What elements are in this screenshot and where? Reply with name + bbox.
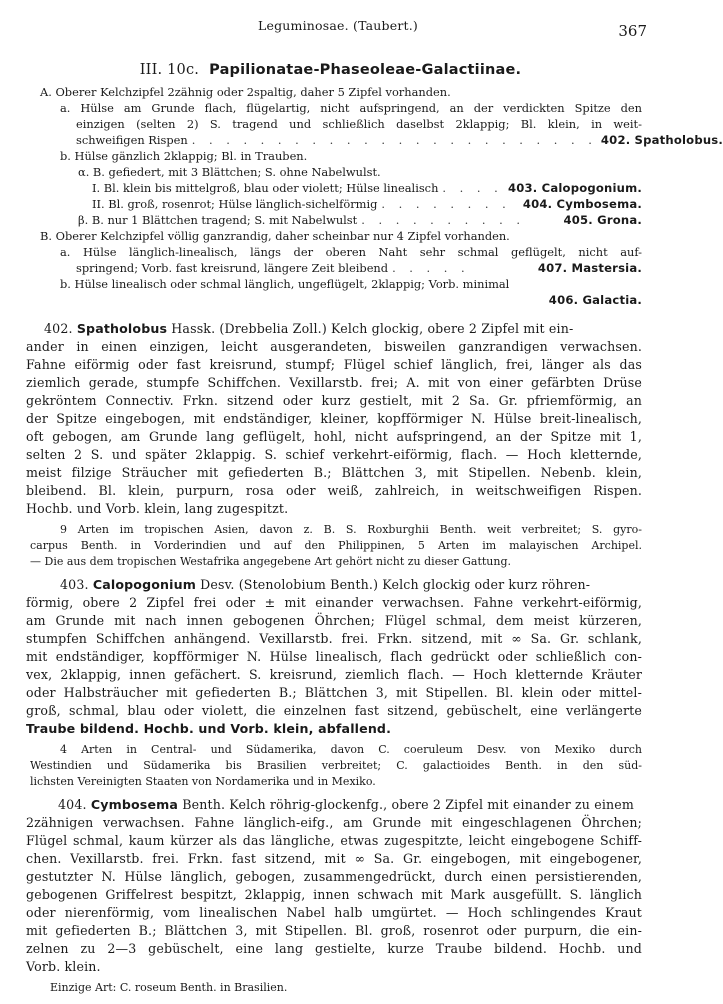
key-line: α. B. gefiedert, mit 3 Blättchen; S. ohne Nabelwulst. [78, 165, 381, 179]
genus-403-line: vex, 2klappig, innen gefächert. S. kreisrund, ziemlich flach. — Hoch kletternde Kräuter [26, 667, 642, 682]
genus-name: Cymbosema [90, 797, 179, 812]
genus-403-line: stumpfen Schiffchen anhängend. Vexillarstb. frei. Frkn. sitzend, mit ∞ Sa. Gr. schlank, [26, 631, 642, 646]
key-line: b. Hülse linealisch oder schmal länglich, ungeflügelt, 2klappig; Vorb. minimal [60, 277, 510, 291]
running-title: Leguminosae. (Taubert.) [258, 18, 418, 33]
genus-404-line: oder nierenförmig, vom linealischen Nabel halb umgürtet. — Hoch schlingendes Kraut [26, 905, 642, 920]
key-genus: 407. Mastersia. [537, 261, 642, 275]
genus-402-line: Fahne eiförmig oder fast kreisrund, stumpf; Flügel schief länglich, frei, länger als das [26, 357, 642, 372]
key-genus: 404. Cymbosema. [522, 197, 642, 211]
genus-402-line: bleibend. Bl. klein, purpurn, rosa oder weiß, zahlreich, in weitschweifigen Rispen. [26, 483, 642, 498]
key-line: A. Oberer Kelchzipfel 2zähnig oder 2spaltig, daher 5 Zipfel vorhanden. [40, 85, 451, 99]
genus-404-line: 2zähnigen verwachsen. Fahne länglich-eifg., am Grunde mit eingeschlagenen Öhrchen; [26, 815, 642, 830]
genus-403-line: mit endständiger, kopfförmiger N. Hülse linealisch, flach gedrückt oder schließlich con- [26, 649, 642, 664]
key-line: B. Oberer Kelchzipfel völlig ganzrandig, daher scheinbar nur 4 Zipfel vorhanden. [40, 229, 510, 243]
genus-403-note: 4 Arten in Central- und Südamerika, davon C. coeruleum Desv. von Mexiko durch [60, 743, 642, 756]
section-heading [0, 62, 661, 78]
key-line: schweifigen Rispen . . . . . . . . . . . . . . . . . . . . . . . . 402. Spatholobus. [76, 133, 723, 147]
genus-403-line: Traube bildend. Hochb. und Vorb. klein, abfallend. [26, 721, 392, 736]
genus-404-line: Flügel schmal, kaum kürzer als das längliche, etwas zugespitzte, leicht eingebogene Schiff- [26, 833, 642, 848]
key-genus: 403. Calopogonium. [507, 181, 642, 195]
key-line: einzigen (selten 2) S. tragend und schließlich daselbst 2klappig; Bl. klein, in weit- [76, 117, 642, 131]
page-number: 367 [618, 22, 647, 40]
key-line: a. Hülse länglich-linealisch, längs der oberen Naht sehr schmal geflügelt, nicht auf- [60, 245, 642, 259]
key-line: β. B. nur 1 Blättchen tragend; S. mit Nabelwulst . . . . . . . . . . 405. Grona. [78, 213, 642, 227]
key-genus: 406. Galactia. [548, 293, 642, 307]
genus-404-line: mit gefiederten B.; Blättchen 3, mit Stipellen. Bl. groß, rosenrot oder purpurn, die ein- [26, 923, 642, 938]
genus-402-line: gekröntem Connectiv. Frkn. sitzend oder kurz gestielt, mit 2 Sa. Gr. pfriemförmig, an [26, 393, 642, 408]
genus-402-note: 9 Arten im tropischen Asien, davon z. B. S. Roxburghii Benth. weit verbreitet; S. gyro- [60, 523, 642, 536]
genus-403-line: förmig, obere 2 Zipfel frei oder ± mit einander verwachsen. Fahne verkehrt-eiförmig, [26, 595, 642, 610]
genus-402-note: — Die aus dem tropischen Westafrika angegebene Art gehört nicht zu dieser Gattung. [30, 555, 512, 568]
key-genus: 402. Spatholobus. [600, 133, 723, 147]
key-genus: 405. Grona. [563, 213, 642, 227]
genus-403-note: lichsten Vereinigten Staaten von Nordamerika und in Mexiko. [30, 775, 376, 788]
genus-404-line: 404. Cymbosema Benth. Kelch röhrig-glockenfg., obere 2 Zipfel mit einander zu einem [58, 797, 634, 812]
genus-402-line: selten 2 S. und später 2klappig. S. schief verkehrt-eiförmig, flach. — Hoch kletternde, [26, 447, 642, 462]
section-number: III. 10c. [139, 62, 200, 78]
running-header [0, 18, 661, 38]
key-line: II. Bl. groß, rosenrot; Hülse länglich-sichelförmig . . . . . . . . 404. Cymbosema. [92, 197, 642, 211]
genus-404-line: gestutzter N. Hülse länglich, gebogen, zusammengedrückt, durch einen persistierenden, [26, 869, 642, 884]
genus-402-line: ander in einen einzigen, leicht ausgerandeten, bisweilen ganzrandigen verwachsen. [26, 339, 642, 354]
genus-402-line: der Spitze eingebogen, mit endständiger, kleiner, kopfförmiger N. Hülse breit-linealisch, [26, 411, 642, 426]
genus-403-line: 403. Calopogonium Desv. (Stenolobium Benth.) Kelch glockig oder kurz röhren- [60, 577, 591, 592]
genus-403-line: oder Halbsträucher mit gefiederten B.; Blättchen 3, mit Stipellen. Bl. klein oder mittel- [26, 685, 642, 700]
key-line: I. Bl. klein bis mittelgroß, blau oder violett; Hülse linealisch . . . . 403. Calopogonium. [92, 181, 642, 195]
genus-403-note: Westindien und Südamerika bis Brasilien verbreitet; C. galactioides Benth. in den süd- [30, 759, 642, 772]
genus-404-line: gebogenen Griffelrest bespitzt, 2klappig, innen schwach mit Mark ausgefüllt. S. länglich [26, 887, 642, 902]
section-title: Papilionatae-Phaseoleae-Galactiinae. [209, 62, 522, 78]
key-line [60, 292, 642, 308]
key-line: springend; Vorb. fast kreisrund, längere Zeit bleibend . . . . . 407. Mastersia. [76, 261, 642, 275]
genus-402-line: 402. Spatholobus Hassk. (Drebbelia Zoll.) Kelch glockig, obere 2 Zipfel mit ein- [44, 321, 574, 336]
genus-403-line: groß, schmal, blau oder violett, die einzelnen fast sitzend, gebüschelt, eine verlängerte [26, 703, 642, 718]
genus-404-line: chen. Vexillarstb. frei. Frkn. fast sitzend, mit ∞ Sa. Gr. eingebogen, mit eingebogener, [26, 851, 642, 866]
genus-402-line: meist filzige Sträucher mit gefiederten B.; Blättchen 3, mit Stipellen. Nebenb. klein, [26, 465, 642, 480]
genus-402-line: ziemlich gerade, stumpfe Schiffchen. Vexillarstb. frei; A. mit von einer gefärbten Drüse [26, 375, 642, 390]
genus-402-line: Hochb. und Vorb. klein, lang zugespitzt. [26, 501, 289, 516]
genus-name: Calopogonium [92, 577, 197, 592]
key-line: a. Hülse am Grunde flach, flügelartig, nicht aufspringend, an der verdickten Spitze den [60, 101, 642, 115]
genus-402-note: carpus Benth. in Vorderindien und auf den Philippinen, 5 Arten im malayischen Archipel. [30, 539, 642, 552]
genus-404-line: zelnen zu 2—3 gebüschelt, eine lang gestielte, kurze Traube bildend. Hochb. und [26, 941, 642, 956]
genus-name: Spatholobus [76, 321, 168, 336]
genus-403-line: am Grunde mit nach innen gebogenen Öhrchen; Flügel schmal, dem meist kürzeren, [26, 613, 642, 628]
key-line: b. Hülse gänzlich 2klappig; Bl. in Trauben. [60, 149, 308, 163]
genus-404-line: Vorb. klein. [26, 959, 101, 974]
genus-404-note: Einzige Art: C. roseum Benth. in Brasilien. [50, 981, 288, 994]
genus-402-line: oft gebogen, am Grunde lang geflügelt, hohl, nicht aufspringend, an der Spitze mit 1, [26, 429, 642, 444]
